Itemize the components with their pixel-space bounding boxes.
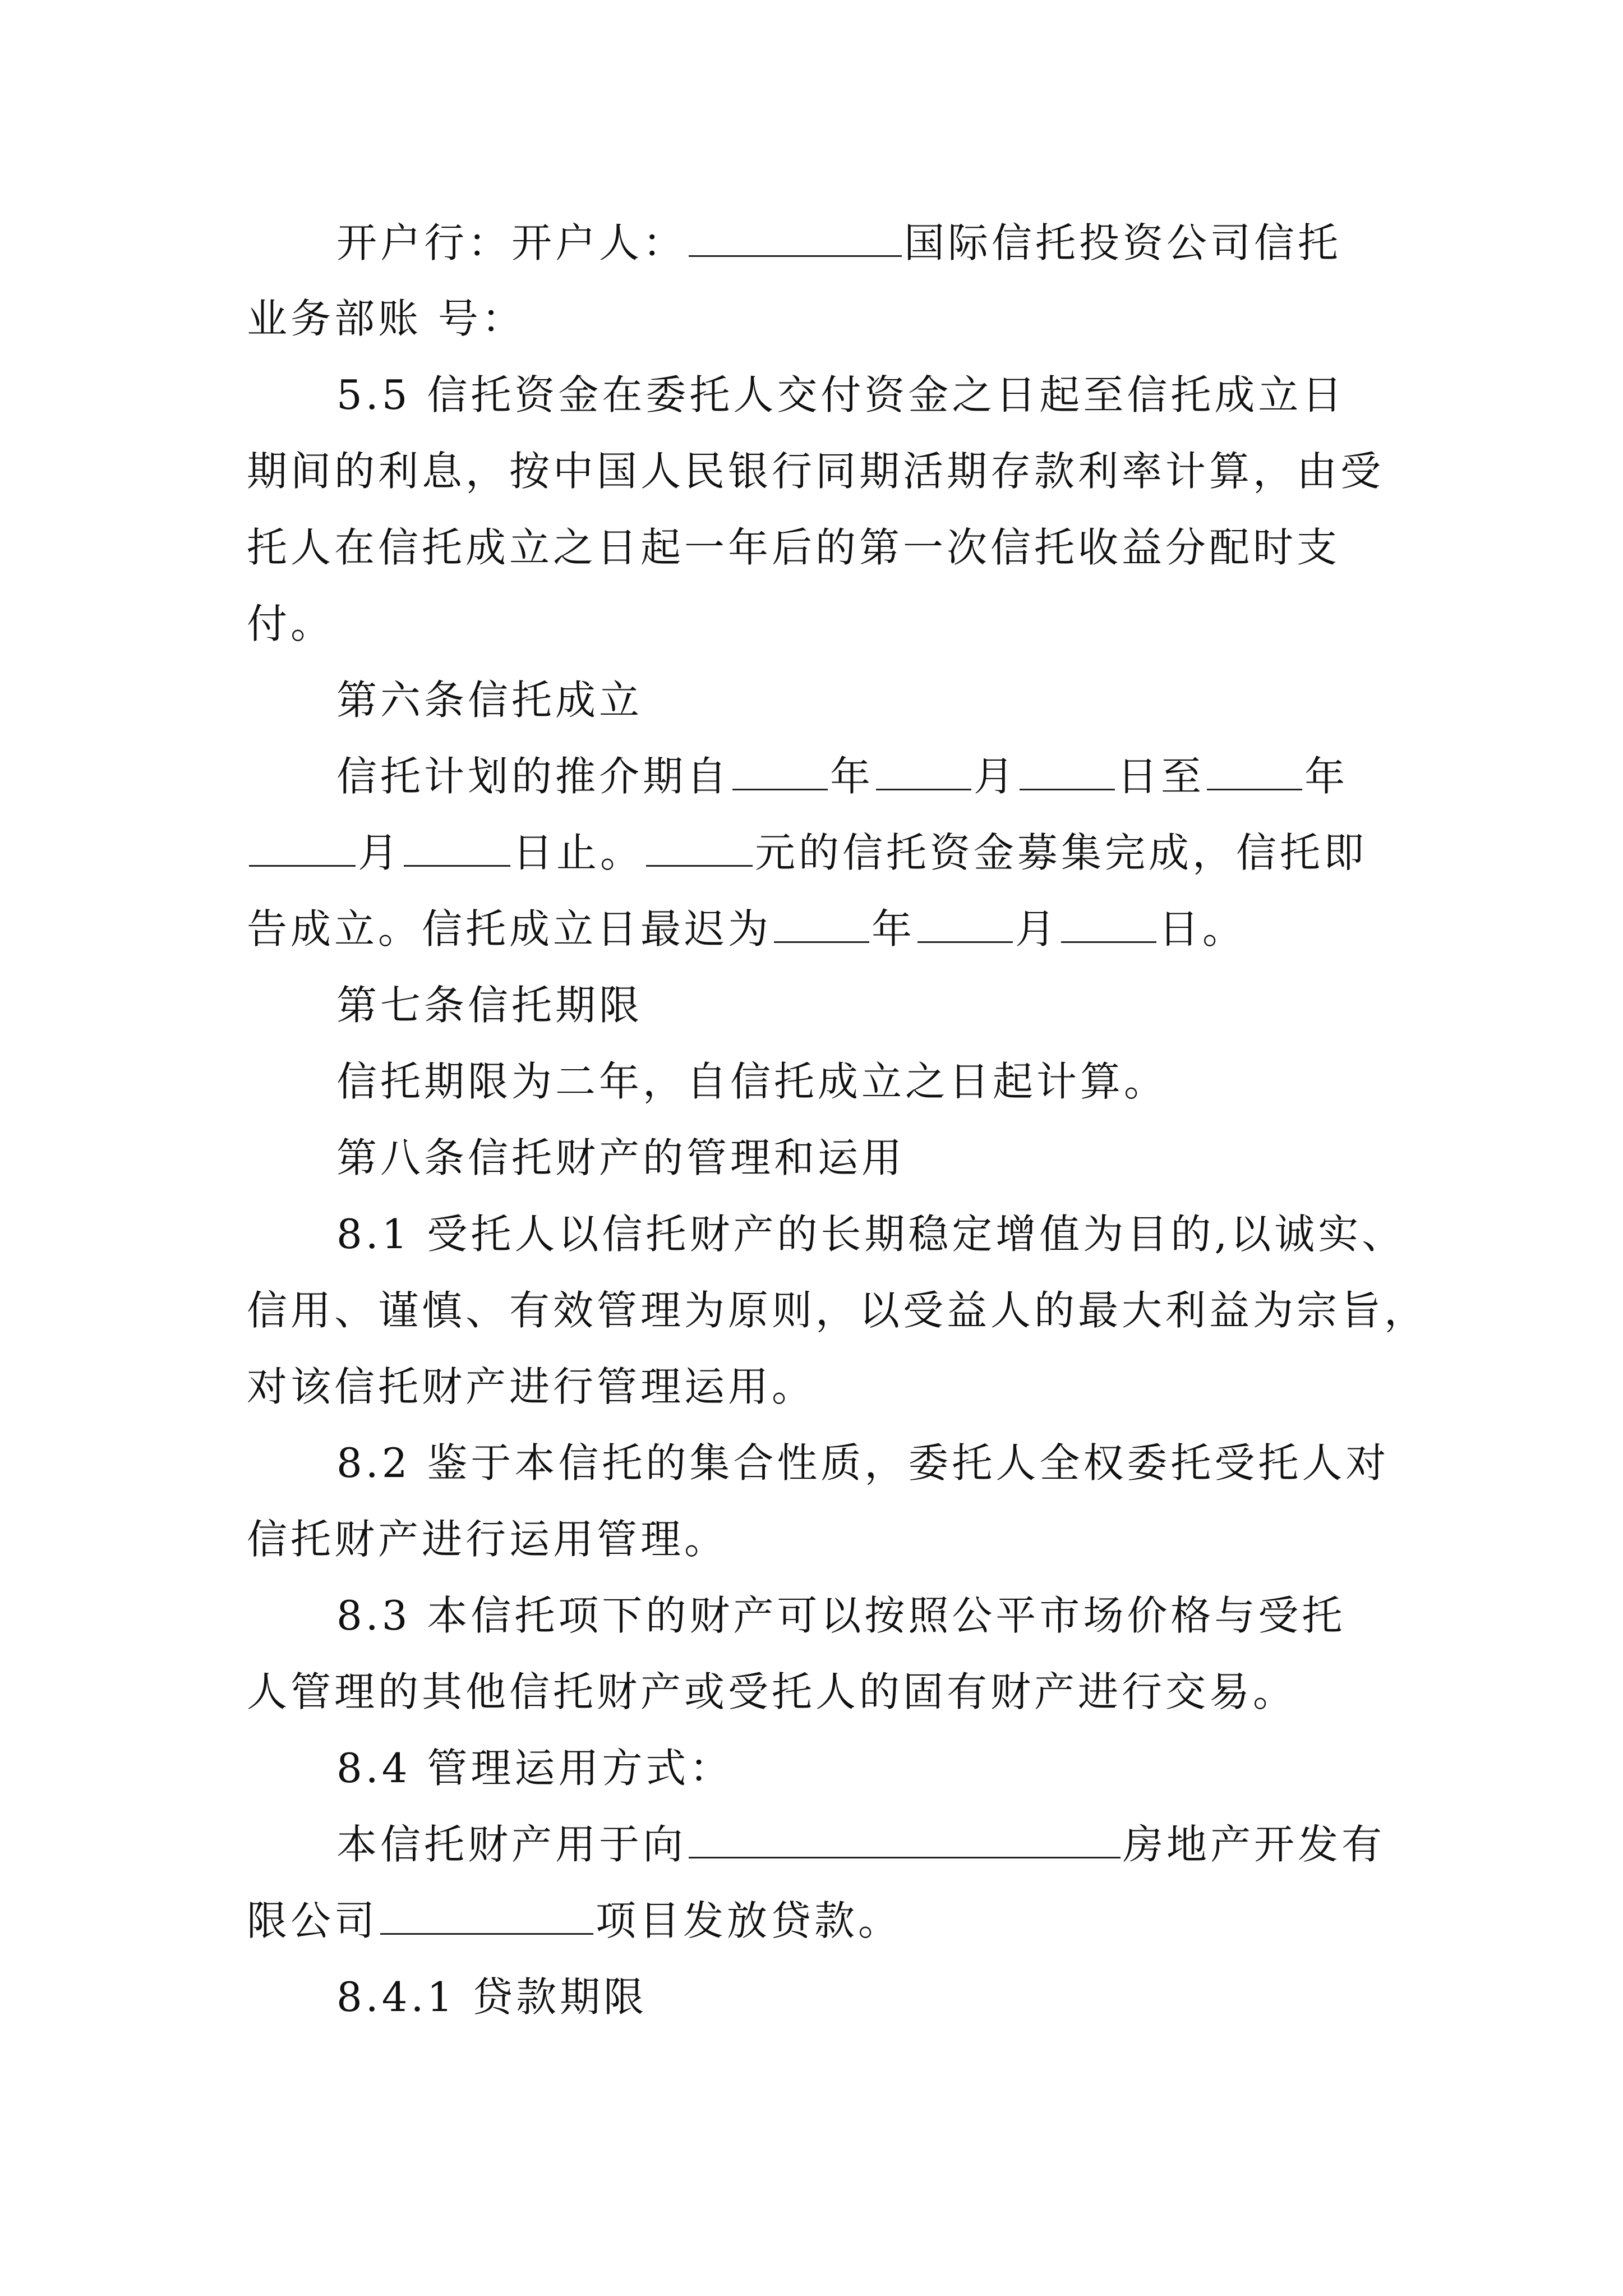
text-segment: 年	[872, 905, 916, 953]
text-segment: 国际信托投资公司信托	[904, 219, 1342, 266]
fill-in-blank	[689, 1821, 1121, 1858]
text-segment: 托人在信托成立之日起一年后的第一次信托收益分配时支	[247, 524, 1341, 571]
text-segment: 开户行：开户人：	[336, 219, 687, 266]
clause-8-3-line-1	[336, 1588, 1345, 1644]
fill-in-blank	[404, 829, 510, 867]
text-segment: 信用、谨慎、有效管理为原则，以受益人的最大利益为宗旨，	[247, 1287, 1428, 1334]
article-6-line-1	[336, 748, 1348, 804]
text-segment: 告成立。信托成立日最迟为	[247, 905, 772, 953]
text-segment: 付。	[247, 600, 335, 647]
clause-8-3-line-2	[247, 1664, 1297, 1720]
clause-8-4-line-1	[336, 1816, 1385, 1872]
text-segment: 月	[974, 753, 1018, 800]
text-segment: 8.3 本信托项下的财产可以按照公平市场价格与受托	[336, 1592, 1346, 1639]
text-segment: 信托期限为二年，自信托成立之日起计算。	[336, 1058, 1168, 1105]
text-segment: 8.4 管理运用方式：	[336, 1745, 734, 1792]
clause-8-2-line-1	[336, 1435, 1389, 1491]
text-segment: 第八条信托财产的管理和运用	[336, 1134, 906, 1181]
text-segment: 日至	[1117, 753, 1205, 800]
text-segment: 限公司	[247, 1897, 379, 1944]
text-segment: 第六条信托成立	[336, 677, 643, 724]
text-segment: 年	[830, 753, 874, 800]
text-segment: 5.5 信托资金在委托人交付资金之日起至信托成立日	[336, 371, 1346, 418]
fill-in-blank	[646, 829, 753, 867]
clause-8-1-line-2	[247, 1282, 1428, 1338]
fill-in-blank	[876, 753, 971, 790]
text-segment: 人管理的其他信托财产或受托人的固有财产进行交易。	[247, 1668, 1297, 1715]
text-segment: 信托计划的推介期自	[336, 753, 731, 800]
text-segment: 对该信托财产进行管理运用。	[247, 1363, 816, 1410]
text-segment: 月	[358, 829, 402, 876]
text-segment: 项目发放贷款。	[596, 1897, 902, 1944]
text-segment: 8.4.1 贷款期限	[336, 1973, 648, 2021]
fill-in-blank	[774, 905, 869, 943]
article-6-line-3	[247, 901, 1246, 957]
clause-5-5-line-3	[247, 519, 1340, 576]
article-6-line-2	[247, 825, 1367, 881]
clause-8-4-heading	[336, 1740, 733, 1796]
fill-in-blank	[1061, 905, 1156, 943]
text-segment: 业务部账 号：	[247, 295, 525, 342]
text-segment: 日。	[1159, 905, 1247, 953]
text-segment: 元的信托资金募集完成，信托即	[755, 829, 1368, 876]
fill-in-blank	[1207, 753, 1302, 790]
text-segment: 日止。	[513, 829, 644, 876]
text-segment: 第七条信托期限	[336, 982, 643, 1029]
clause-8-2-line-2	[247, 1511, 728, 1567]
clause-5-5-line-4	[247, 596, 334, 652]
text-segment: 信托财产进行运用管理。	[247, 1516, 728, 1563]
account-bank-line	[336, 215, 1341, 271]
text-segment: 年	[1304, 753, 1349, 800]
text-segment: 房地产开发有	[1123, 1821, 1386, 1868]
text-segment: 本信托财产用于向	[336, 1821, 687, 1868]
text-segment: 期间的利息，按中国人民银行同期活期存款利率计算，由受	[247, 448, 1385, 495]
fill-in-blank	[689, 219, 902, 257]
clause-5-5-line-2	[247, 443, 1384, 499]
clause-8-4-line-2	[247, 1893, 902, 1949]
account-number-line	[247, 291, 525, 347]
fill-in-blank	[732, 753, 828, 790]
clause-5-5-line-1	[336, 367, 1345, 423]
text-segment: 8.1 受托人以信托财产的长期稳定增值为目的,以诚实、	[336, 1211, 1406, 1258]
clause-8-4-1-heading	[336, 1969, 647, 2025]
fill-in-blank	[917, 905, 1013, 943]
clause-8-1-line-3	[247, 1359, 815, 1415]
text-segment: 8.2 鉴于本信托的集合性质，委托人全权委托受托人对	[336, 1439, 1390, 1487]
fill-in-blank	[1020, 753, 1115, 790]
article-7-heading	[336, 977, 643, 1033]
clause-8-1-line-1	[336, 1206, 1405, 1262]
fill-in-blank	[249, 829, 356, 867]
article-8-heading	[336, 1130, 905, 1186]
article-7-body	[336, 1053, 1168, 1110]
article-6-heading	[336, 672, 643, 728]
fill-in-blank	[380, 1897, 593, 1935]
text-segment: 月	[1015, 905, 1059, 953]
